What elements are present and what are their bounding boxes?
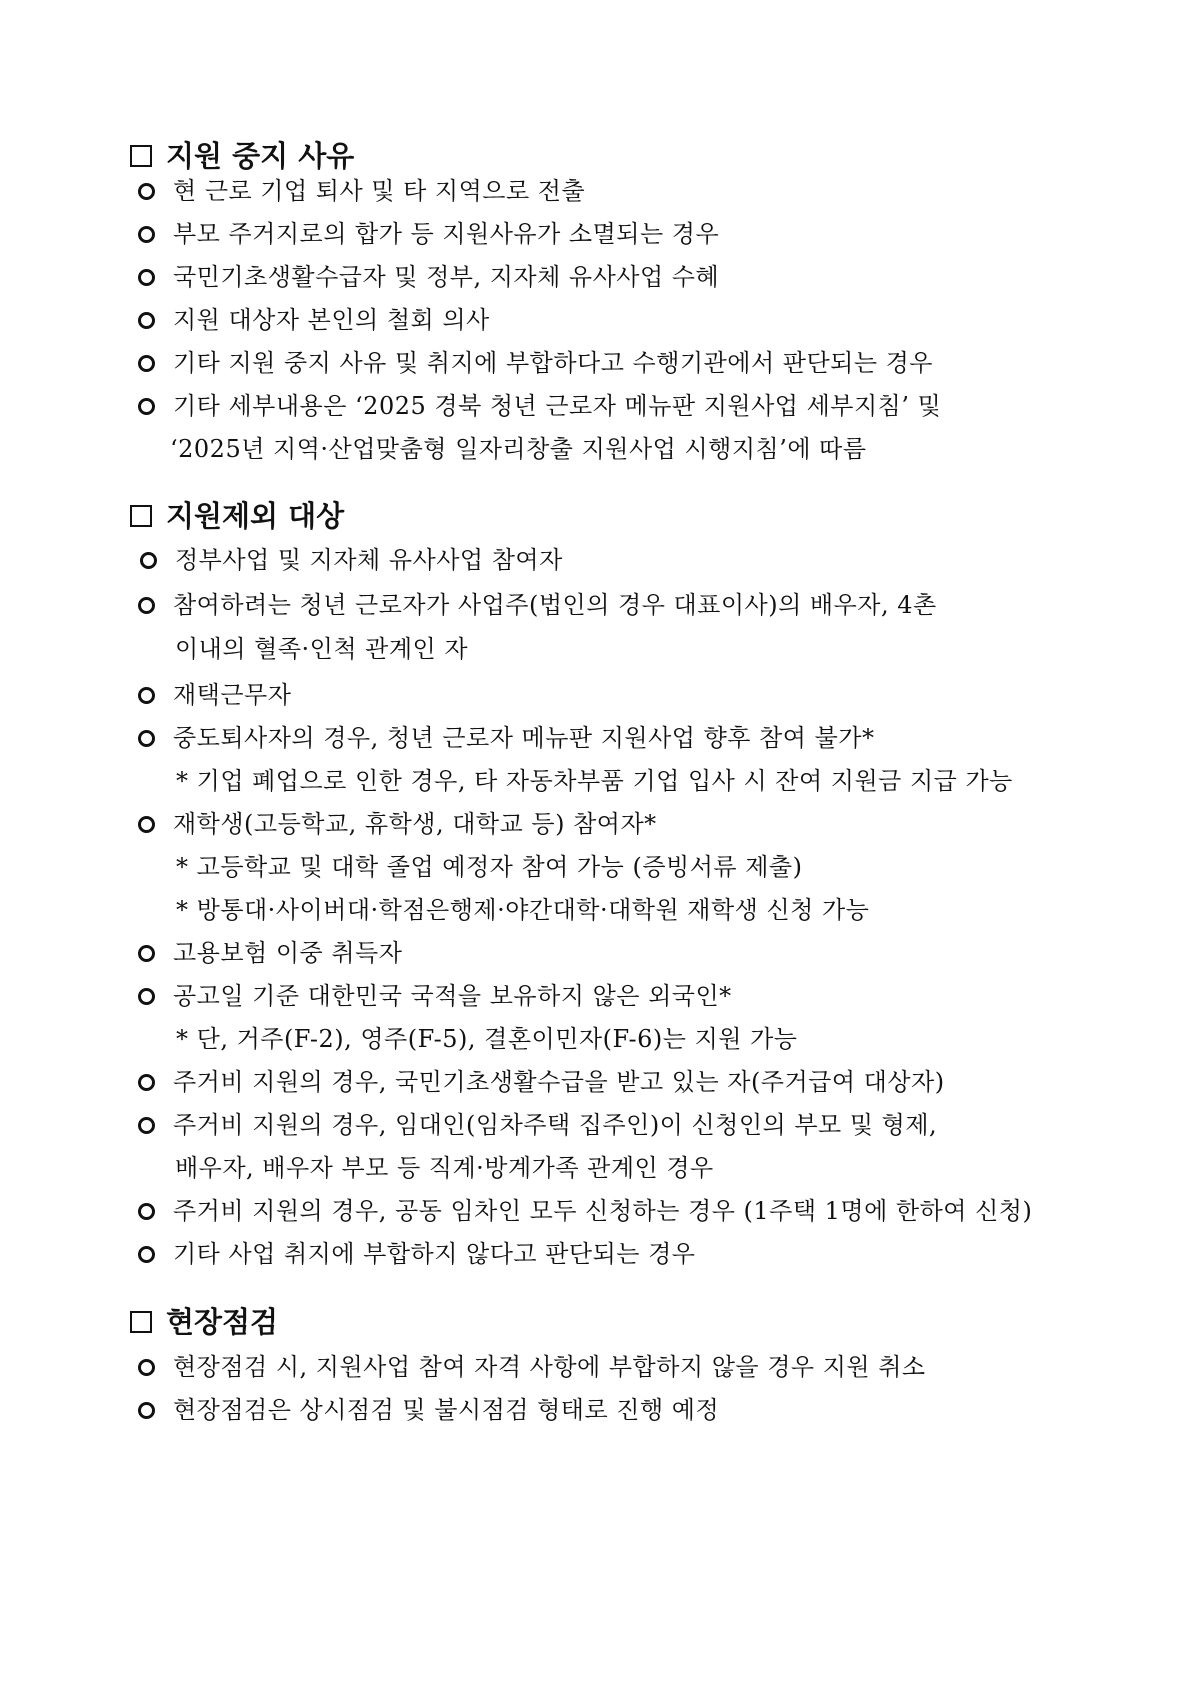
- list-item: [138, 1352, 926, 1382]
- list-item-text: 국민기초생활수급자 및 정부, 지자체 유사사업 수혜: [173, 263, 720, 291]
- list-item-text: 부모 주거지로의 합가 등 지원사유가 소멸되는 경우: [173, 220, 720, 248]
- circle-bullet-icon: [138, 945, 155, 962]
- circle-bullet-icon: [138, 312, 155, 329]
- section-title: 지원제외 대상: [166, 499, 345, 533]
- list-item: [138, 1196, 1032, 1226]
- circle-bullet-icon: [138, 269, 155, 286]
- list-item-continuation: ‘2025년 지역·산업맞춤형 일자리창출 지원사업 시행지침’에 따름: [170, 435, 867, 463]
- list-item: [138, 938, 402, 968]
- list-item-text: 공고일 기준 대한민국 국적을 보유하지 않은 외국인*: [173, 982, 732, 1010]
- footnote: * 방통대·사이버대·학점은행제·야간대학·대학원 재학생 신청 가능: [176, 896, 870, 924]
- list-item: [138, 1110, 937, 1140]
- list-item: [140, 545, 563, 575]
- section-heading-exclusion: [130, 498, 344, 534]
- list-item-text: 현장점검은 상시점검 및 불시점검 형태로 진행 예정: [173, 1396, 720, 1424]
- list-item: [138, 305, 490, 335]
- list-item: [138, 1067, 945, 1097]
- list-item-text: 정부사업 및 지자체 유사사업 참여자: [175, 546, 563, 574]
- list-item-text: 주거비 지원의 경우, 공동 임차인 모두 신청하는 경우 (1주택 1명에 한하여 신청): [173, 1197, 1033, 1225]
- section-heading-suspension: [130, 138, 354, 174]
- list-item-text: 참여하려는 청년 근로자가 사업주(법인의 경우 대표이사)의 배우자, 4촌: [173, 591, 937, 619]
- checkbox-square-icon: [130, 145, 152, 167]
- list-item: [138, 176, 585, 206]
- circle-bullet-icon: [138, 226, 155, 243]
- circle-bullet-icon: [138, 1359, 155, 1376]
- circle-bullet-icon: [138, 1246, 155, 1263]
- list-item-continuation: 이내의 혈족·인척 관계인 자: [175, 635, 469, 663]
- circle-bullet-icon: [138, 355, 155, 372]
- list-item-text: 기타 지원 중지 사유 및 취지에 부합하다고 수행기관에서 판단되는 경우: [173, 349, 933, 377]
- list-item-text: 재학생(고등학교, 휴학생, 대학교 등) 참여자*: [173, 810, 657, 838]
- list-item-text: 지원 대상자 본인의 철회 의사: [173, 306, 490, 334]
- list-item-continuation: 배우자, 배우자 부모 등 직계·방계가족 관계인 경우: [175, 1154, 714, 1182]
- list-item-text: 현 근로 기업 퇴사 및 타 지역으로 전출: [173, 177, 586, 205]
- list-item-text: 고용보험 이중 취득자: [173, 939, 403, 967]
- list-item-text: 기타 세부내용은 ‘2025 경북 청년 근로자 메뉴판 지원사업 세부지침’ 및: [173, 392, 942, 420]
- list-item: [138, 1395, 719, 1425]
- circle-bullet-icon: [140, 552, 157, 569]
- circle-bullet-icon: [138, 988, 155, 1005]
- list-item: [138, 809, 657, 839]
- section-title: 지원 중지 사유: [166, 139, 355, 173]
- circle-bullet-icon: [138, 1117, 155, 1134]
- list-item-text: 현장점검 시, 지원사업 참여 자격 사항에 부합하지 않을 경우 지원 취소: [173, 1353, 926, 1381]
- circle-bullet-icon: [138, 1203, 155, 1220]
- list-item: [138, 391, 941, 421]
- list-item-text: 재택근무자: [173, 681, 292, 709]
- list-item: [138, 981, 732, 1011]
- footnote: * 단, 거주(F-2), 영주(F-5), 결혼이민자(F-6)는 지원 가능: [176, 1025, 798, 1053]
- list-item: [138, 348, 933, 378]
- checkbox-square-icon: [130, 1311, 152, 1333]
- section-heading-inspection: [130, 1304, 278, 1340]
- circle-bullet-icon: [138, 597, 155, 614]
- list-item: [138, 1239, 695, 1269]
- footnote: * 기업 폐업으로 인한 경우, 타 자동차부품 기업 입사 시 잔여 지원금 지급 가능: [176, 767, 1013, 795]
- circle-bullet-icon: [138, 816, 155, 833]
- circle-bullet-icon: [138, 183, 155, 200]
- section-title: 현장점검: [166, 1305, 279, 1339]
- list-item: [138, 262, 719, 292]
- circle-bullet-icon: [138, 1074, 155, 1091]
- footnote: * 고등학교 및 대학 졸업 예정자 참여 가능 (증빙서류 제출): [176, 853, 803, 881]
- list-item-text: 기타 사업 취지에 부합하지 않다고 판단되는 경우: [173, 1240, 696, 1268]
- circle-bullet-icon: [138, 687, 155, 704]
- list-item: [138, 723, 874, 753]
- list-item-text: 주거비 지원의 경우, 국민기초생활수급을 받고 있는 자(주거급여 대상자): [173, 1068, 945, 1096]
- list-item: [138, 219, 719, 249]
- list-item: [138, 590, 937, 620]
- list-item: [138, 680, 291, 710]
- list-item-text: 주거비 지원의 경우, 임대인(임차주택 집주인)이 신청인의 부모 및 형제,: [173, 1111, 938, 1139]
- circle-bullet-icon: [138, 730, 155, 747]
- checkbox-square-icon: [130, 505, 152, 527]
- list-item-text: 중도퇴사자의 경우, 청년 근로자 메뉴판 지원사업 향후 참여 불가*: [173, 724, 875, 752]
- circle-bullet-icon: [138, 1402, 155, 1419]
- circle-bullet-icon: [138, 398, 155, 415]
